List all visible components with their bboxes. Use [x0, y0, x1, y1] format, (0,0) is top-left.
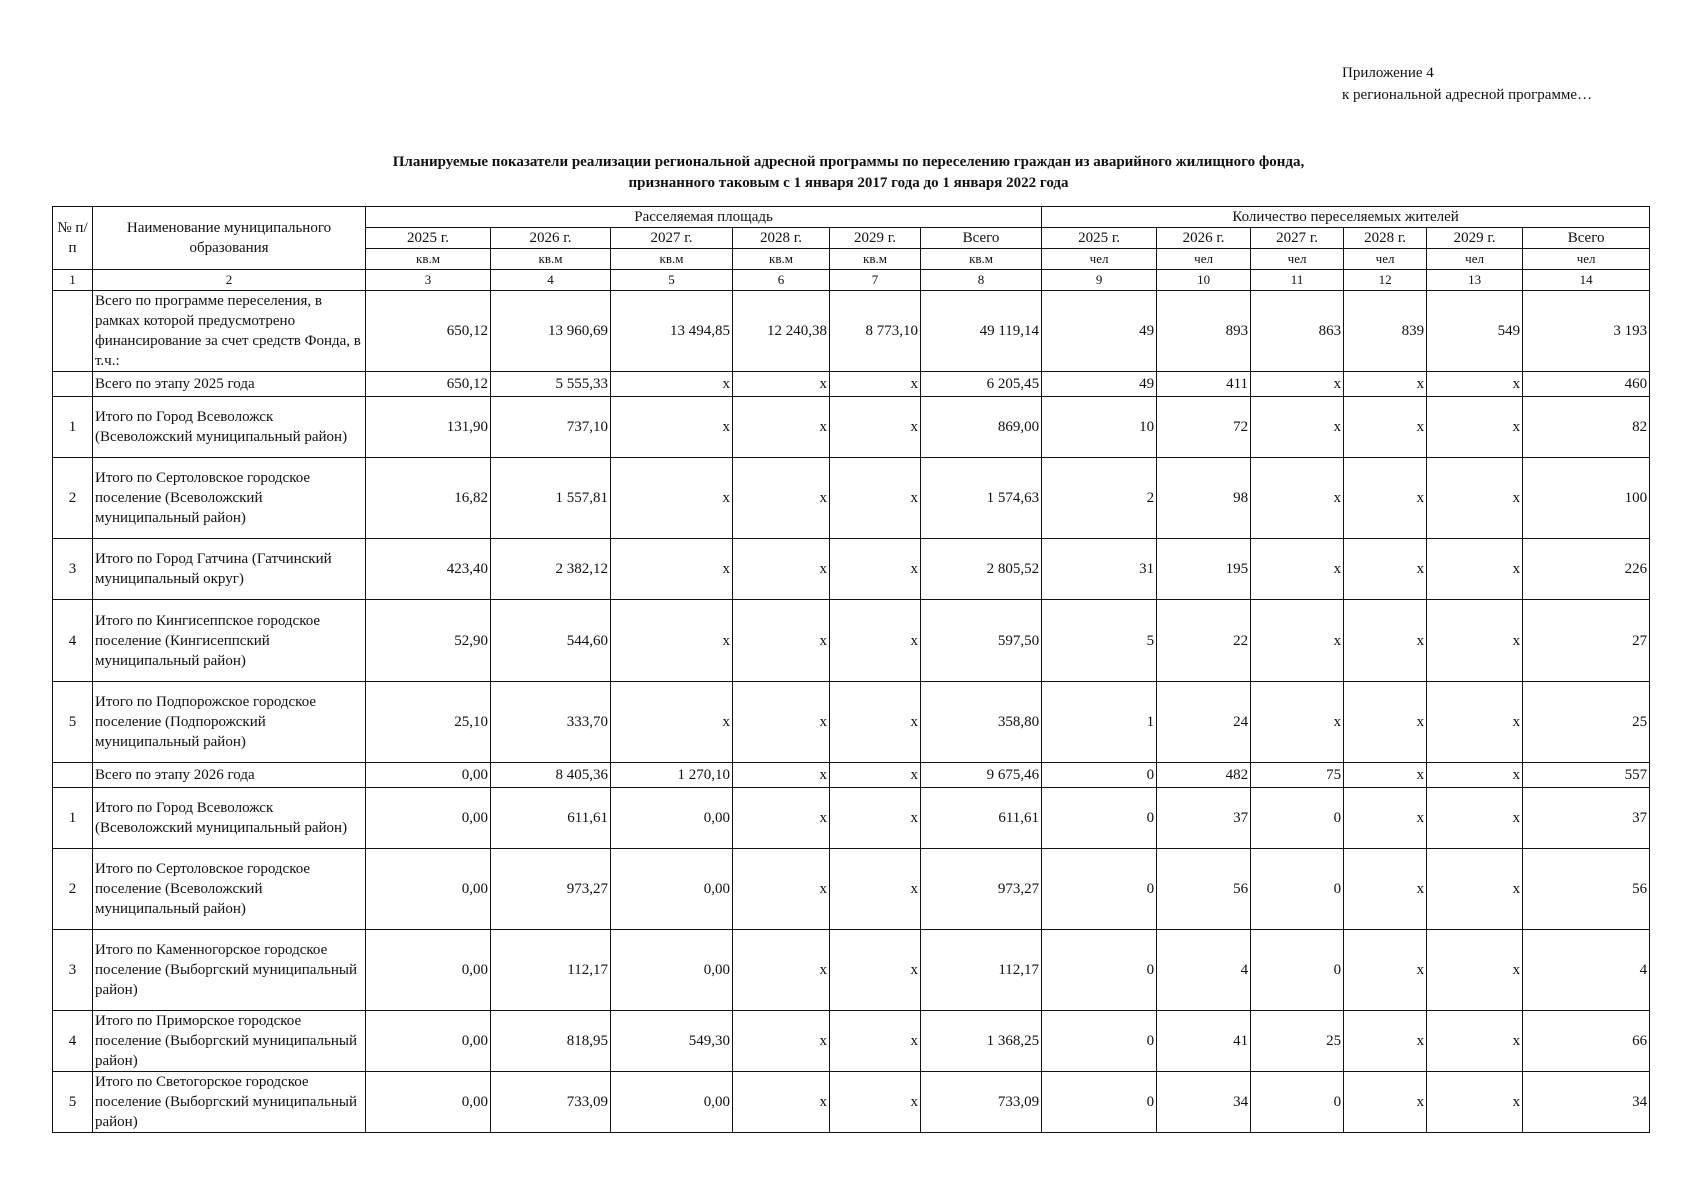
area-value: 12 240,38 [733, 291, 830, 372]
area-value: 5 555,33 [491, 372, 611, 397]
area-value: 973,27 [921, 849, 1042, 930]
row-number [53, 291, 93, 372]
header-row-groups [53, 207, 1650, 228]
row-number [53, 763, 93, 788]
header-people-year: 2027 г. [1251, 228, 1344, 249]
row-number: 5 [53, 682, 93, 763]
area-value: х [733, 788, 830, 849]
people-value: 460 [1523, 372, 1650, 397]
header-people-year: 2028 г. [1344, 228, 1427, 249]
area-value: х [830, 600, 921, 682]
area-value: х [830, 397, 921, 458]
people-value: 863 [1251, 291, 1344, 372]
people-value: х [1427, 1011, 1523, 1072]
people-value: х [1344, 1011, 1427, 1072]
people-value: х [1344, 458, 1427, 539]
area-value: 1 557,81 [491, 458, 611, 539]
area-value: 973,27 [491, 849, 611, 930]
people-value: 34 [1157, 1072, 1251, 1133]
col-number: 1 [53, 270, 93, 291]
col-number: 10 [1157, 270, 1251, 291]
people-value: 56 [1523, 849, 1650, 930]
people-value: х [1344, 788, 1427, 849]
people-value: х [1427, 600, 1523, 682]
people-value: 5 [1042, 600, 1157, 682]
col-number: 7 [830, 270, 921, 291]
area-value: 650,12 [366, 372, 491, 397]
people-value: 31 [1042, 539, 1157, 600]
area-value: 0,00 [366, 849, 491, 930]
col-number: 6 [733, 270, 830, 291]
unit-people: чел [1344, 249, 1427, 270]
unit-area: кв.м [921, 249, 1042, 270]
table-row [53, 1011, 1650, 1072]
area-value: 544,60 [491, 600, 611, 682]
row-number: 1 [53, 397, 93, 458]
unit-people: чел [1042, 249, 1157, 270]
row-name: Итого по Каменногорское городское поселение (Выборгский муниципальный район) [93, 930, 366, 1011]
header-people-total: Всего [1523, 228, 1650, 249]
area-value: 611,61 [921, 788, 1042, 849]
area-value: 13 494,85 [611, 291, 733, 372]
people-value: х [1344, 930, 1427, 1011]
unit-area: кв.м [491, 249, 611, 270]
area-value: 650,12 [366, 291, 491, 372]
row-name: Итого по Подпорожское городское поселение (Подпорожский муниципальный район) [93, 682, 366, 763]
people-value: 22 [1157, 600, 1251, 682]
people-value: х [1344, 682, 1427, 763]
header-people-year: 2025 г. [1042, 228, 1157, 249]
title-line-2: признанного таковым с 1 января 2017 года до 1 января 2022 года [628, 175, 1069, 191]
people-value: х [1427, 930, 1523, 1011]
row-number: 4 [53, 1011, 93, 1072]
people-value: х [1427, 1072, 1523, 1133]
table-row [53, 291, 1650, 372]
area-value: х [733, 682, 830, 763]
people-value: 839 [1344, 291, 1427, 372]
appendix-line-2: к региональной адресной программе… [1342, 87, 1593, 103]
table-row [53, 763, 1650, 788]
people-value: х [1344, 372, 1427, 397]
people-value: х [1427, 849, 1523, 930]
header-num: № п/п [53, 207, 93, 270]
area-value: 1 270,10 [611, 763, 733, 788]
area-value: 0,00 [366, 1011, 491, 1072]
people-value: 482 [1157, 763, 1251, 788]
people-value: 37 [1157, 788, 1251, 849]
people-value: х [1251, 397, 1344, 458]
row-name: Всего по этапу 2026 года [93, 763, 366, 788]
people-value: х [1344, 600, 1427, 682]
people-value: 0 [1042, 849, 1157, 930]
row-name: Итого по Сертоловское городское поселение (Всеволожский муниципальный район) [93, 458, 366, 539]
area-value: 131,90 [366, 397, 491, 458]
header-area-total: Всего [921, 228, 1042, 249]
appendix-line-1: Приложение 4 [1342, 65, 1434, 81]
col-number: 13 [1427, 270, 1523, 291]
people-value: х [1344, 397, 1427, 458]
people-value: х [1251, 600, 1344, 682]
people-value: 0 [1042, 1072, 1157, 1133]
people-value: 893 [1157, 291, 1251, 372]
people-value: х [1427, 682, 1523, 763]
col-number: 2 [93, 270, 366, 291]
people-value: х [1427, 372, 1523, 397]
people-value: х [1251, 458, 1344, 539]
title-line-1: Планируемые показатели реализации региональной адресной программы по переселению граждан из аварийного жилищного фонда, [392, 154, 1305, 170]
header-area-year: 2028 г. [733, 228, 830, 249]
people-value: х [1251, 682, 1344, 763]
col-number: 8 [921, 270, 1042, 291]
area-value: х [611, 372, 733, 397]
area-value: 16,82 [366, 458, 491, 539]
people-value: 3 193 [1523, 291, 1650, 372]
row-name: Итого по Кингисеппское городское поселение (Кингисеппский муниципальный район) [93, 600, 366, 682]
people-value: 195 [1157, 539, 1251, 600]
header-people-year: 2026 г. [1157, 228, 1251, 249]
people-value: 0 [1251, 849, 1344, 930]
row-number [53, 372, 93, 397]
area-value: 9 675,46 [921, 763, 1042, 788]
people-value: 4 [1523, 930, 1650, 1011]
area-value: 733,09 [921, 1072, 1042, 1133]
people-value: х [1427, 788, 1523, 849]
header-area-year: 2027 г. [611, 228, 733, 249]
people-value: 226 [1523, 539, 1650, 600]
col-number: 9 [1042, 270, 1157, 291]
area-value: 1 368,25 [921, 1011, 1042, 1072]
people-value: х [1344, 849, 1427, 930]
table-row [53, 930, 1650, 1011]
people-value: 549 [1427, 291, 1523, 372]
area-value: 0,00 [366, 1072, 491, 1133]
row-name: Итого по Город Всеволожск (Всеволожский муниципальный район) [93, 788, 366, 849]
people-value: 25 [1251, 1011, 1344, 1072]
people-value: 0 [1042, 1011, 1157, 1072]
unit-area: кв.м [611, 249, 733, 270]
row-name: Итого по Светогорское городское поселение (Выборгский муниципальный район) [93, 1072, 366, 1133]
area-value: 358,80 [921, 682, 1042, 763]
area-value: 25,10 [366, 682, 491, 763]
area-value: х [830, 458, 921, 539]
people-value: 100 [1523, 458, 1650, 539]
area-value: 549,30 [611, 1011, 733, 1072]
table-row [53, 849, 1650, 930]
row-name: Всего по этапу 2025 года [93, 372, 366, 397]
people-value: х [1344, 1072, 1427, 1133]
area-value: 13 960,69 [491, 291, 611, 372]
people-value: 49 [1042, 291, 1157, 372]
area-value: х [830, 1072, 921, 1133]
people-value: х [1344, 763, 1427, 788]
people-value: 0 [1251, 788, 1344, 849]
people-value: 0 [1042, 763, 1157, 788]
header-people-group: Количество переселяемых жителей [1042, 207, 1650, 228]
area-value: х [830, 682, 921, 763]
people-value: 49 [1042, 372, 1157, 397]
people-value: 75 [1251, 763, 1344, 788]
people-value: 10 [1042, 397, 1157, 458]
people-value: х [1251, 372, 1344, 397]
people-value: 2 [1042, 458, 1157, 539]
header-area-group: Расселяемая площадь [366, 207, 1042, 228]
area-value: 52,90 [366, 600, 491, 682]
people-value: х [1344, 539, 1427, 600]
area-value: х [830, 1011, 921, 1072]
area-value: х [830, 539, 921, 600]
people-value: 34 [1523, 1072, 1650, 1133]
people-value: 4 [1157, 930, 1251, 1011]
area-value: 423,40 [366, 539, 491, 600]
unit-people: чел [1523, 249, 1650, 270]
people-value: 66 [1523, 1011, 1650, 1072]
col-number: 5 [611, 270, 733, 291]
row-number: 1 [53, 788, 93, 849]
header-area-year: 2025 г. [366, 228, 491, 249]
area-value: 0,00 [366, 788, 491, 849]
header-area-year: 2026 г. [491, 228, 611, 249]
document-title [0, 152, 1697, 194]
people-value: х [1427, 763, 1523, 788]
unit-area: кв.м [830, 249, 921, 270]
header-people-year: 2029 г. [1427, 228, 1523, 249]
col-number: 11 [1251, 270, 1344, 291]
people-value: 56 [1157, 849, 1251, 930]
area-value: 49 119,14 [921, 291, 1042, 372]
header-area-year: 2029 г. [830, 228, 921, 249]
row-name: Итого по Город Гатчина (Гатчинский муниципальный округ) [93, 539, 366, 600]
area-value: х [733, 1011, 830, 1072]
area-value: 112,17 [921, 930, 1042, 1011]
area-value: 737,10 [491, 397, 611, 458]
people-value: 98 [1157, 458, 1251, 539]
row-number: 5 [53, 1072, 93, 1133]
unit-area: кв.м [366, 249, 491, 270]
area-value: 1 574,63 [921, 458, 1042, 539]
people-value: х [1251, 539, 1344, 600]
area-value: х [830, 849, 921, 930]
table-row [53, 458, 1650, 539]
unit-people: чел [1251, 249, 1344, 270]
area-value: х [733, 1072, 830, 1133]
people-value: 1 [1042, 682, 1157, 763]
area-value: 733,09 [491, 1072, 611, 1133]
area-value: 8 405,36 [491, 763, 611, 788]
col-number: 3 [366, 270, 491, 291]
area-value: 597,50 [921, 600, 1042, 682]
row-name: Итого по Сертоловское городское поселение (Всеволожский муниципальный район) [93, 849, 366, 930]
area-value: 0,00 [366, 763, 491, 788]
area-value: х [733, 763, 830, 788]
area-value: 6 205,45 [921, 372, 1042, 397]
table-row [53, 372, 1650, 397]
people-value: 557 [1523, 763, 1650, 788]
people-value: 0 [1042, 930, 1157, 1011]
area-value: х [830, 788, 921, 849]
people-value: 72 [1157, 397, 1251, 458]
people-value: 25 [1523, 682, 1650, 763]
unit-people: чел [1157, 249, 1251, 270]
col-number: 4 [491, 270, 611, 291]
area-value: 2 805,52 [921, 539, 1042, 600]
row-number: 2 [53, 849, 93, 930]
area-value: х [733, 458, 830, 539]
area-value: 112,17 [491, 930, 611, 1011]
people-value: 0 [1251, 1072, 1344, 1133]
area-value: 0,00 [366, 930, 491, 1011]
area-value: х [830, 763, 921, 788]
row-number: 3 [53, 930, 93, 1011]
row-name: Всего по программе переселения, в рамках которой предусмотрено финансирование за счет средств Фонда, в т.ч.: [93, 291, 366, 372]
area-value: х [733, 372, 830, 397]
area-value: 611,61 [491, 788, 611, 849]
people-value: 41 [1157, 1011, 1251, 1072]
area-value: х [733, 397, 830, 458]
resettlement-table [52, 206, 1650, 1133]
row-number: 2 [53, 458, 93, 539]
area-value: 2 382,12 [491, 539, 611, 600]
area-value: 869,00 [921, 397, 1042, 458]
area-value: 333,70 [491, 682, 611, 763]
people-value: 0 [1042, 788, 1157, 849]
unit-people: чел [1427, 249, 1523, 270]
unit-area: кв.м [733, 249, 830, 270]
people-value: 24 [1157, 682, 1251, 763]
area-value: х [611, 682, 733, 763]
header-row-col-numbers [53, 270, 1650, 291]
area-value: х [830, 930, 921, 1011]
area-value: х [733, 930, 830, 1011]
people-value: х [1427, 397, 1523, 458]
row-number: 3 [53, 539, 93, 600]
area-value: х [830, 372, 921, 397]
area-value: х [733, 600, 830, 682]
area-value: х [611, 539, 733, 600]
people-value: х [1427, 458, 1523, 539]
area-value: 0,00 [611, 788, 733, 849]
people-value: 82 [1523, 397, 1650, 458]
table-row [53, 1072, 1650, 1133]
area-value: х [733, 539, 830, 600]
people-value: 411 [1157, 372, 1251, 397]
table-row [53, 600, 1650, 682]
people-value: 27 [1523, 600, 1650, 682]
header-name: Наименование муниципального образования [93, 207, 366, 270]
table-row [53, 539, 1650, 600]
row-name: Итого по Город Всеволожск (Всеволожский муниципальный район) [93, 397, 366, 458]
area-value: 0,00 [611, 930, 733, 1011]
people-value: 37 [1523, 788, 1650, 849]
area-value: 0,00 [611, 849, 733, 930]
area-value: х [611, 600, 733, 682]
people-value: х [1427, 539, 1523, 600]
col-number: 12 [1344, 270, 1427, 291]
area-value: 0,00 [611, 1072, 733, 1133]
area-value: 8 773,10 [830, 291, 921, 372]
table-row [53, 682, 1650, 763]
area-value: 818,95 [491, 1011, 611, 1072]
col-number: 14 [1523, 270, 1650, 291]
row-number: 4 [53, 600, 93, 682]
area-value: х [611, 397, 733, 458]
area-value: х [733, 849, 830, 930]
row-name: Итого по Приморское городское поселение (Выборгский муниципальный район) [93, 1011, 366, 1072]
table-row [53, 788, 1650, 849]
people-value: 0 [1251, 930, 1344, 1011]
appendix-note [1342, 62, 1592, 106]
area-value: х [611, 458, 733, 539]
table-row [53, 397, 1650, 458]
